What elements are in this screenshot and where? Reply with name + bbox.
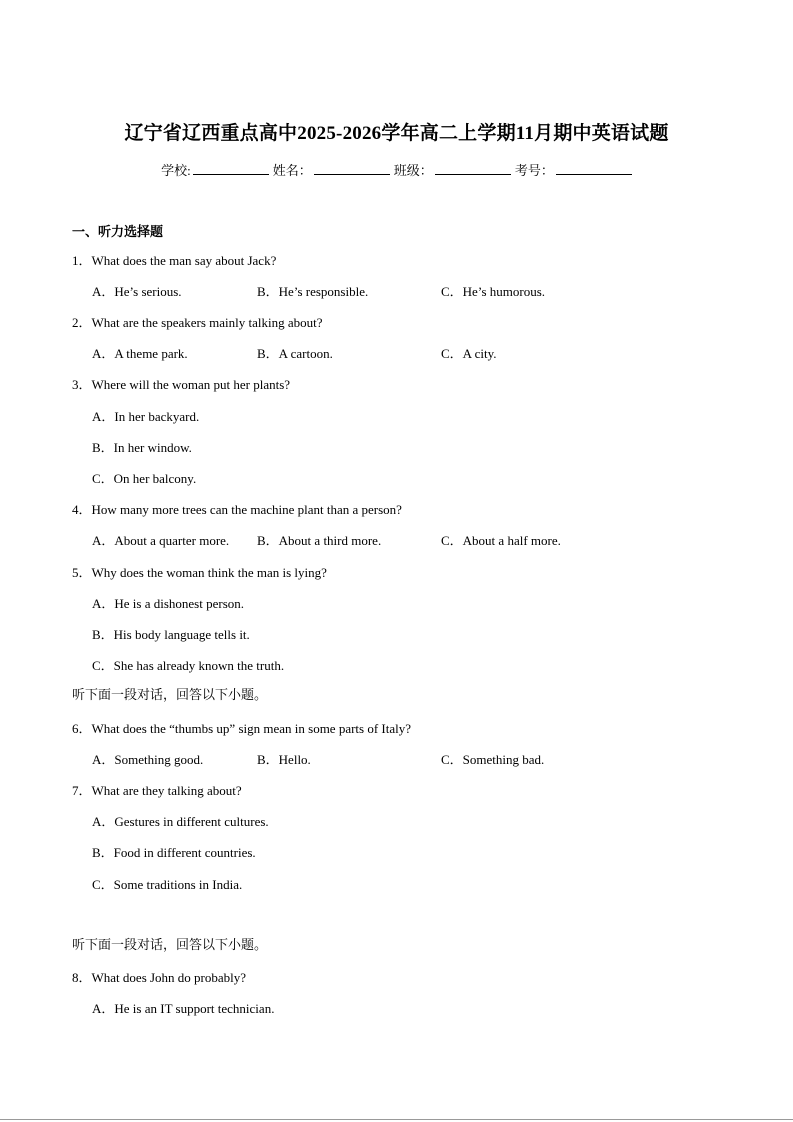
option-2c: C．A city.	[441, 346, 497, 361]
exam-no-field	[515, 160, 632, 179]
question-6	[72, 718, 411, 737]
exam-no-label: 考号：	[514, 163, 554, 178]
school-field	[161, 160, 269, 179]
class-blank[interactable]	[435, 162, 511, 175]
option-6b: B．Hello.	[257, 752, 311, 767]
page-bottom-rule	[0, 1119, 793, 1120]
option-4a: A．About a quarter more.	[92, 533, 230, 548]
question-number: 5．	[72, 565, 92, 580]
question-number: 8．	[72, 970, 92, 985]
option-6c: C．Something bad.	[441, 752, 545, 767]
option-3c: C．On her balcony.	[92, 471, 197, 486]
question-4	[72, 499, 402, 518]
question-text: What are the speakers mainly talking about?	[91, 315, 323, 330]
class-label: 班级：	[393, 163, 433, 178]
option-8a: A．He is an IT support technician.	[92, 1001, 275, 1016]
option-5c: C．She has already known the truth.	[92, 658, 285, 673]
question-2	[72, 312, 323, 331]
option-7a: A．Gestures in different cultures.	[92, 814, 269, 829]
class-field	[394, 160, 511, 179]
school-blank[interactable]	[193, 162, 269, 175]
name-label: 姓名：	[272, 163, 312, 178]
option-7c: C．Some traditions in India.	[92, 877, 243, 892]
option-2a: A．A theme park.	[92, 346, 188, 361]
question-5	[72, 562, 327, 581]
option-5a: A．He is a dishonest person.	[92, 596, 245, 611]
question-number: 3．	[72, 377, 92, 392]
option-3a: A．In her backyard.	[92, 409, 200, 424]
question-text: What does the man say about Jack?	[91, 253, 277, 268]
instruction-1: 听下面一段对话，回答以下小题。	[72, 687, 268, 702]
page-title: 辽宁省辽西重点高中2025-2026学年高二上学期11月期中英语试题	[124, 123, 669, 144]
option-6a: A．Something good.	[92, 752, 204, 767]
option-4c: C．About a half more.	[441, 533, 561, 548]
option-1c: C．He’s humorous.	[441, 284, 546, 299]
option-2b: B．A cartoon.	[257, 346, 333, 361]
name-blank[interactable]	[314, 162, 390, 175]
name-field	[273, 160, 390, 179]
question-text: What does John do probably?	[91, 970, 247, 985]
section-title: 一、听力选择题	[72, 224, 164, 239]
school-label: 学校:	[161, 163, 191, 178]
question-number: 6．	[72, 721, 92, 736]
student-info-row	[0, 160, 793, 179]
question-text: Where will the woman put her plants?	[91, 377, 291, 392]
question-1	[72, 250, 276, 269]
question-8	[72, 967, 246, 986]
question-7	[72, 780, 242, 799]
exam-no-blank[interactable]	[556, 162, 632, 175]
question-number: 7．	[72, 783, 92, 798]
question-text: Why does the woman think the man is lying?	[91, 565, 327, 580]
question-text: What are they talking about?	[91, 783, 242, 798]
option-1b: B．He’s responsible.	[257, 284, 369, 299]
question-text: How many more trees can the machine plant than a person?	[91, 502, 402, 517]
option-3b: B．In her window.	[92, 440, 192, 455]
option-1a: A．He’s serious.	[92, 284, 182, 299]
option-7b: B．Food in different countries.	[92, 845, 256, 860]
question-number: 2．	[72, 315, 92, 330]
question-text: What does the “thumbs up” sign mean in some parts of Italy?	[91, 721, 412, 736]
option-5b: B．His body language tells it.	[92, 627, 250, 642]
option-4b: B．About a third more.	[257, 533, 382, 548]
question-number: 4．	[72, 502, 92, 517]
instruction-2: 听下面一段对话，回答以下小题。	[72, 937, 268, 952]
question-number: 1．	[72, 253, 92, 268]
question-3	[72, 374, 290, 393]
